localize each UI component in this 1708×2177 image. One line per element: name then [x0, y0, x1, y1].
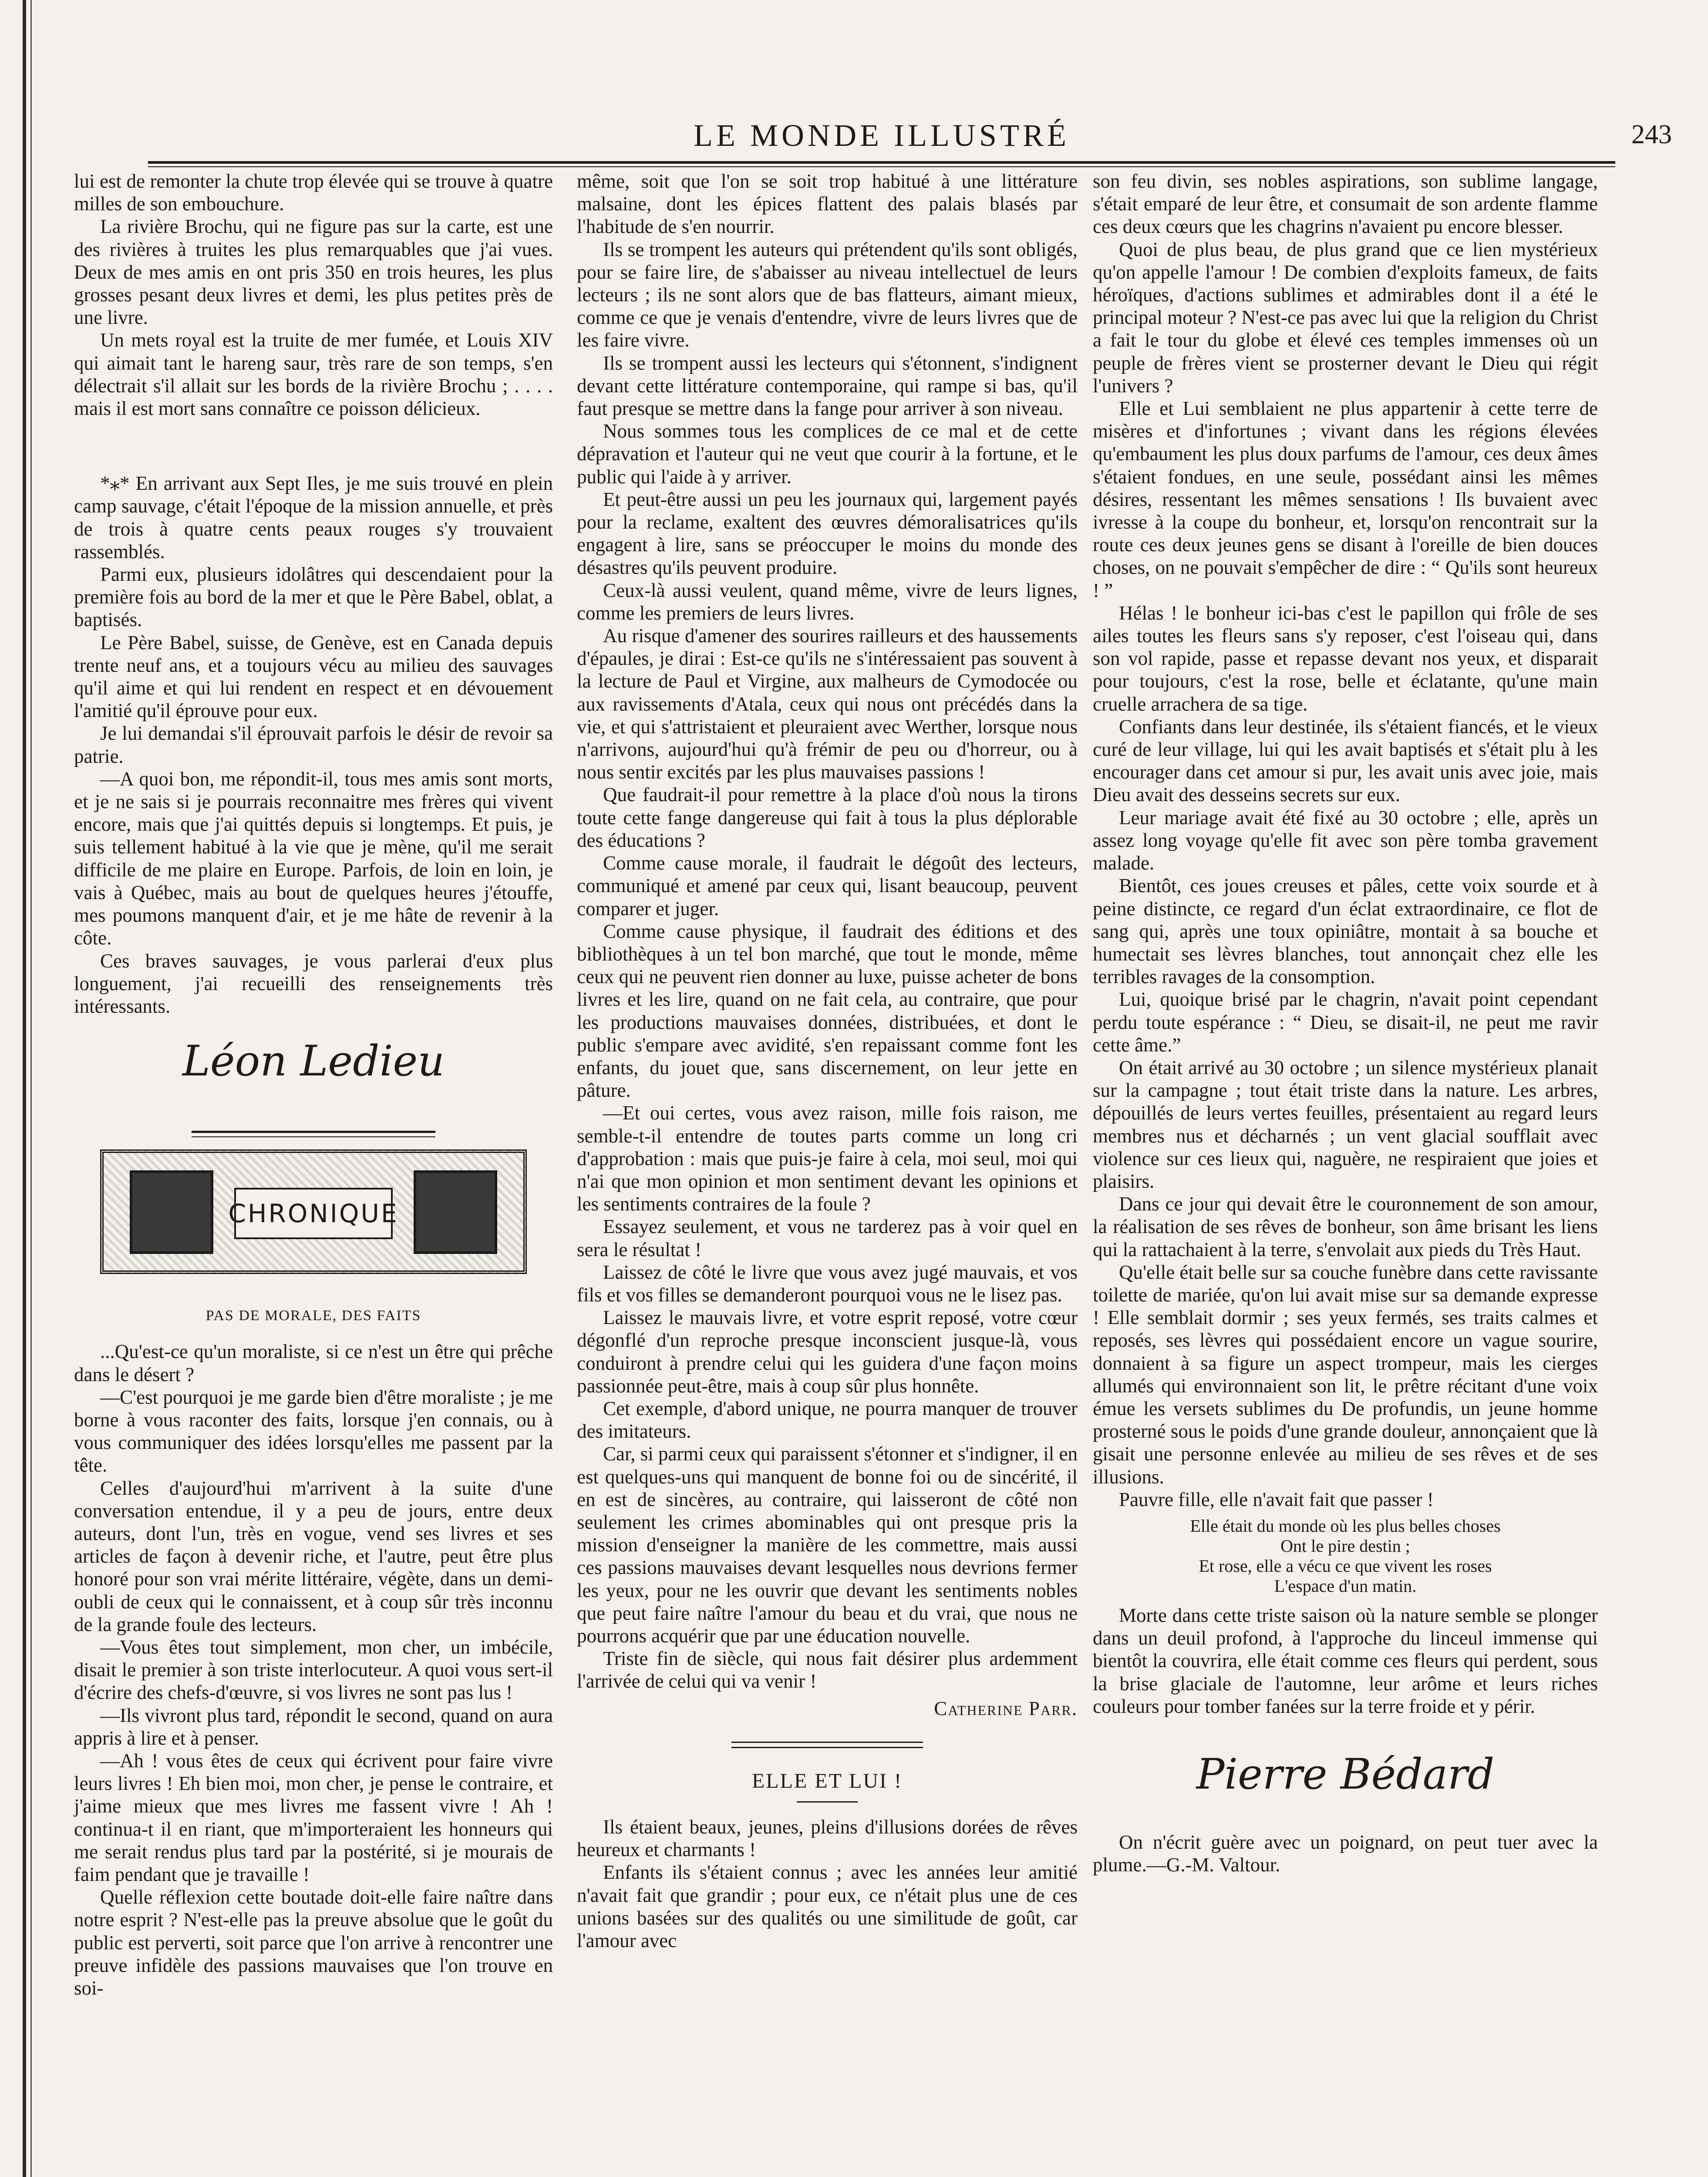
column-right [1093, 170, 1598, 1876]
paragraph: Leur mariage avait été fixé au 30 octobre ; elle, après un assez long voyage qu'elle fit avec son père tomba gravement malade. [1093, 806, 1598, 874]
paragraph: Ceux-là aussi veulent, quand même, vivre de leurs lignes, comme les premiers de leurs livres. [577, 579, 1078, 624]
page-binding-edge [23, 0, 26, 2177]
chronique-subhead: PAS DE MORALE, DES FAITS [205, 1308, 421, 1324]
signature-ledieu [74, 1018, 553, 1105]
paragraph: Bientôt, ces joues creuses et pâles, cette voix sourde et à peine distincte, ce regard d'un éclat extraordinaire, ce flot de sang qui, après une toux opiniâtre, montait à sa bouche et humectait ses lèvres blanches, tout annonçait chez elle les terribles ravages de la consomption. [1093, 875, 1598, 988]
chronique-label: CHRONIQUE [234, 1188, 393, 1239]
paragraph: Laissez le mauvais livre, et votre esprit reposé, votre cœur dégonflé d'un reproche presque inconscient jusque-là, vous conduiront à prendre celui qui les guidera d'une façon moins passionnée peut-être, mais à coup sûr plus honnête. [577, 1307, 1078, 1397]
masthead [148, 118, 1672, 161]
asterism: *⁎* [100, 472, 130, 495]
column-middle [577, 170, 1078, 1952]
paragraph: Dans ce jour qui devait être le couronnement de son amour, la réalisation de ses rêves de bonheur, son âme brisant les liens qui la rattachaient à la terre, s'envolait aux pieds du Très Haut. [1093, 1193, 1598, 1260]
poem-line: Et rose, elle a vécu ce que vivent les roses [1199, 1556, 1492, 1576]
paragraph: Quelle réflexion cette boutade doit-elle faire naître dans notre esprit ? N'est-elle pas la preuve absolue que le goût du public est perverti, soit parce que l'on arrive à rencontrer une preuve infidèle des passions mauvaises que l'on trouve en soi- [74, 1886, 553, 1999]
closing-quote: On n'écrit guère avec un poignard, on peut tuer avec la plume.—G.-M. Valtour. [1093, 1831, 1598, 1876]
chronique-rule-thick [192, 1131, 435, 1133]
paragraph: —Ah ! vous êtes de ceux qui écrivent pour faire vivre leurs livres ! Eh bien moi, mon cher, je pense le contraire, et j'aime mieux que mes livres me fassent vivre ! Ah ! continua-t il en riant, que m'importeraient les honneurs qui me serait rendus plus tard par la postérité, si je mourais de faim pendant que je travaille ! [74, 1749, 553, 1885]
poem-line: Ont le pire destin ; [1280, 1536, 1410, 1556]
paragraph: —C'est pourquoi je me garde bien d'être moraliste ; je me borne à vous raconter des faits, lorsque j'en connais, ou à vous communiquer des idées lorsqu'elles me passent par la tête. [74, 1386, 553, 1476]
title-underline [797, 1801, 858, 1803]
paragraph: Enfants ils s'étaient connus ; avec les années leur amitié n'avait fait que grandir ; pour eux, ce n'était plus une de ces unions basées sur des qualités ou une similitude de goût, car l'amour avec [577, 1861, 1078, 1952]
paragraph: même, soit que l'on se soit trop habitué à une littérature malsaine, dont les épices flattent des palais blasés par l'habitude de s'en nourrir. [577, 170, 1078, 238]
signature-text: Léon Ledieu [182, 1037, 445, 1085]
paragraph: Essayez seulement, et vous ne tarderez pas à voir quel en sera le résultat ! [577, 1216, 1078, 1260]
chronique-rule-thin [192, 1136, 435, 1137]
signature-text: Pierre Bédard [1196, 1749, 1495, 1799]
page-number: 243 [1631, 120, 1672, 149]
paragraph: Nous sommes tous les complices de ce mal et de cette dépravation et l'auteur qui ne veut que courir à la fortune, et le public qui l'aide à y arriver. [577, 420, 1078, 488]
paragraph: Lui, quoique brisé par le chagrin, n'avait point cependant perdu toute espérance : “ Dieu, se disait-il, ne peut me ravir cette âme.” [1093, 988, 1598, 1056]
chronique-banner [100, 1149, 527, 1274]
paragraph: son feu divin, ses nobles aspirations, son sublime langage, s'était emparé de leur être, et consumait de son ardente flamme ces deux cœurs que les chagrins n'avaient pu encore blesser. [1093, 170, 1598, 238]
paragraph: Que faudrait-il pour remettre à la place d'où nous la tirons toute cette fange dangereuse qui fait à tous la plus déplorable des éducations ? [577, 784, 1078, 851]
paragraph: En arrivant aux Sept Iles, je me suis trouvé en plein camp sauvage, c'était l'époque de la mission annuelle, et près de trois à quatre cents peaux rouges s'y trouvaient rassemblés. [74, 472, 553, 563]
section-divider [731, 1742, 923, 1748]
paragraph: —Ils vivront plus tard, répondit le second, quand on aura appris à lire et à penser. [74, 1704, 553, 1749]
paragraph: Laissez de côté le livre que vous avez jugé mauvais, et vos fils et vos filles se demanderont pourquoi vous ne le lisez pas. [577, 1261, 1078, 1306]
paragraph: ...Qu'est-ce qu'un moraliste, si ce n'est un être qui prêche dans le désert ? [74, 1341, 553, 1385]
paragraph: Car, si parmi ceux qui paraissent s'étonner et s'indigner, il en est quelques-uns qui manquent de bonne foi ou de sincérité, il en est de sincères, au contraire, qui laisseront de côté non seulement les crimes abominables qui ont presque pris la mission d'enseigner la manière de les commettre, mais aussi ces passions mauvaises devant lesquelles nous devrions fermer les yeux, pour ne les ouvrir que devant les sentiments nobles que peut faire naître l'amour du beau et du vrai, que nous ne pourrons acquérir que par une éducation nouvelle. [577, 1443, 1078, 1647]
paragraph: lui est de remonter la chute trop élevée qui se trouve à quatre milles de son embouchure. [74, 170, 553, 215]
paragraph: Celles d'aujourd'hui m'arrivent à la suite d'une conversation entendue, il y a peu de jours, entre deux auteurs, dont l'un, très en vogue, vend ses livres et ses articles de façon à devenir riche, et l'autre, peut être plus honoré pour son vrai mérite littéraire, végète, dans un demi-oubli de ceux qui le connaissent, et à coup sûr très inconnu de la grande foule des lecteurs. [74, 1477, 553, 1635]
paragraph: Quoi de plus beau, de plus grand que ce lien mystérieux qu'on appelle l'amour ! De combien d'exploits fameux, de faits héroïques, d'actions sublimes et admirables dont il a été le principal moteur ? N'est-ce pas avec lui que la religion du Christ a fait le tour du globe et élevé ces temples immenses où un peuple de frères vient se prosterner devant le Dieu qui régit l'univers ? [1093, 238, 1598, 397]
paragraph: Et peut-être aussi un peu les journaux qui, largement payés pour la reclame, exaltent des œuvres démoralisatrices qu'ils engagent à lire, sans se préoccuper le moins du monde des désastres qu'ils peuvent produire. [577, 488, 1078, 579]
paragraph: —Vous êtes tout simplement, mon cher, un imbécile, disait le premier à son triste interlocuteur. A quoi vous sert-il d'écrire des chefs-d'œuvre, si vos livres ne sont pas lus ! [74, 1636, 553, 1704]
column-left [74, 170, 553, 1999]
newspaper-title: LE MONDE ILLUSTRÉ [694, 118, 1070, 153]
paragraph: Comme cause morale, il faudrait le dégoût des lecteurs, communiqué et amené par ceux qui, lisant beaucoup, peuvent comparer et juger. [577, 852, 1078, 920]
paragraph: Je lui demandai s'il éprouvait parfois le désir de revoir sa patrie. [74, 722, 553, 767]
paragraph: Un mets royal est la truite de mer fumée, et Louis XIV qui aimait tant le hareng saur, très rare de son temps, s'en délectrait s'il allait sur les bords de la rivière Brochu ; . . . . mais il est mort sans connaître ce poisson délicieux. [74, 329, 553, 420]
paragraph: Morte dans cette triste saison où la nature semble se plonger dans un deuil profond, à l'approche du linceul immense qui bientôt la couvrira, elle était comme ces fleurs qui perdent, sous la brise glaciale de l'automne, leur arôme et leurs riches couleurs pour tomber fanées sur la terre froide et y périr. [1093, 1604, 1598, 1717]
section-gap [74, 420, 553, 472]
paragraph: Triste fin de siècle, qui nous fait désirer plus ardemment l'arrivée de celui qui va venir ! [577, 1648, 1078, 1692]
paragraph: Le Père Babel, suisse, de Genève, est en Canada depuis trente neuf ans, et a toujours vécu au milieu des sauvages qu'il aime et qui lui rendent en respect et en dévouement l'amitié qu'il éprouve pour eux. [74, 631, 553, 722]
paragraph: Qu'elle était belle sur sa couche funèbre dans cette ravissante toilette de mariée, qu'on lui avait mise sur sa demande expresse ! Elle semblait dormir ; ses yeux fermés, ses traits calmes et reposés, ses lèvres qui possédaient encore un vague sourire, donnaient à sa figure un aspect trompeur, mais les cierges allumés qui environnaient son lit, le prêtre récitant d'une voix émue les versets sublimes du De profundis, un jeune homme prosterné sous le poids d'une grande douleur, annonçaient que là gisait une personne enlevée au milieu de ses rêves et de ses illusions. [1093, 1261, 1598, 1488]
paragraph: Ils étaient beaux, jeunes, pleins d'illusions dorées de rêves heureux et charmants ! [577, 1816, 1078, 1861]
paragraph: Hélas ! le bonheur ici-bas c'est le papillon qui frôle de ses ailes toutes les fleurs sans s'y reposer, c'est l'oiseau qui, dans son vol rapide, passe et repasse devant nos yeux, et disparait pour toujours, c'est la rose, belle et éclatante, qu'une main cruelle arrachera de sa tige. [1093, 602, 1598, 715]
paragraph: On était arrivé au 30 octobre ; un silence mystérieux planait sur la campagne ; tout était triste dans la nature. Les arbres, dépouillés de leurs vertes feuilles, présentaient au regard leurs membres nus et décharnés ; un vent glacial soufflait avec violence sur ces lieux qui, naguère, ne respiraient que joies et plaisirs. [1093, 1056, 1598, 1192]
section-title-elle-et-lui: ELLE ET LUI ! [751, 1769, 903, 1793]
paragraph: Confiants dans leur destinée, ils s'étaient fiancés, et le vieux curé de leur village, lui qui les avait baptisés et s'était plu à les encourager dans cet amour si pur, les avait unis avec joie, mais Dieu avait des desseins secrets sur eux. [1093, 715, 1598, 806]
paragraph: Cet exemple, d'abord unique, ne pourra manquer de trouver des imitateurs. [577, 1397, 1078, 1442]
ornament-medallion-icon [130, 1170, 213, 1254]
chronique-header [100, 1131, 527, 1274]
paragraph: Ils se trompent aussi les lecteurs qui s'étonnent, s'indignent devant cette littérature contemporaine, qui rampe si bas, qu'il faut presque se mettre dans la fange pour arriver à son niveau. [577, 352, 1078, 420]
paragraph: Parmi eux, plusieurs idolâtres qui descendaient pour la première fois au bord de la mer et que le Père Babel, oblat, a baptisés. [74, 563, 553, 631]
poem-line: L'espace d'un matin. [1274, 1576, 1417, 1596]
paragraph: —A quoi bon, me répondit-il, tous mes amis sont morts, et je ne sais si je pourrais reconnaitre mes frères qui vivent encore, mais que j'ai quittés depuis si longtemps. Et puis, je suis tellement habitué à la vie que je mène, qu'il me serait difficile de me plaire en Europe. Parfois, de loin en loin, je vais à Québec, mais au bout de quelques heures j'étouffe, mes poumons manquent d'air, et je me hâte de revenir à la côte. [74, 768, 553, 949]
poem-line: Elle était du monde où les plus belles choses [1190, 1516, 1501, 1536]
paragraph: Au risque d'amener des sourires railleurs et des haussements d'épaules, je dirai : Est-ce qu'ils ne s'intéressaient pas souvent à la lecture de Paul et Virgine, aux malheurs de Cymodocée ou aux ravissements d'Atala, ceux qui nous ont précédés dans la vie, et qui s'attristaient et pleuraient avec Werther, lorsque nous n'arrivons, aujourd'hui qu'à frémir de peu ou d'horreur, ou à nous sentir excités par les plus mauvaises passions ! [577, 625, 1078, 783]
paragraph: Elle et Lui semblaient ne plus appartenir à cette terre de misères et d'infortunes ; vivant dans les régions élevées qu'embaument les plus doux parfums de l'amour, ces deux âmes s'étaient fondues, en une seule, possédant ainsi les mêmes désires, ressentant les mêmes sensations ! Ils buvaient avec ivresse à la coupe du bonheur, et, lorsqu'on rencontrait sur la route ces deux jeunes gens se disant à l'oreille de bien douces choses, on ne pouvait s'empêcher de dire : “ Qu'ils sont heureux ! ” [1093, 398, 1598, 601]
paragraph: Ils se trompent les auteurs qui prétendent qu'ils sont obligés, pour se faire lire, de s'abaisser au niveau intellectuel de leurs lecteurs ; ils ne sont alors que de bas flatteurs, aimant mieux, comme ce que je venais d'entendre, vivre de leurs livres que de les faire vivre. [577, 238, 1078, 351]
paragraph: Pauvre fille, elle n'avait fait que passer ! [1119, 1488, 1434, 1510]
paragraph: Ces braves sauvages, je vous parlerai d'eux plus longuement, j'ai recueilli des renseignements très intéressants. [74, 950, 553, 1017]
signature-bedard [1093, 1718, 1598, 1831]
paragraph: La rivière Brochu, qui ne figure pas sur la carte, est une des rivières à truites les plus remarquables que j'ai vues. Deux de mes amis en ont pris 350 en trois heures, les plus grosses pesant deux livres et demi, les plus petites près de une livre. [74, 216, 553, 329]
ornament-medallion-icon [414, 1170, 497, 1254]
paragraph: Comme cause physique, il faudrait des éditions et des bibliothèques à un tel bon marché, que tout le monde, même ceux qui ne peuvent rien donner au luxe, puisse acheter de bons livres et les lire, quand on ne fait cela, au contraire, que pour les productions mauvaises données, distribuées, et dont le public s'empare avec avidité, s'en repaissant comme font les enfants, du jouet que, sans discernement, on leur jette en pâture. [577, 920, 1078, 1102]
masthead-rule-thick [148, 161, 1615, 164]
paragraph: —Et oui certes, vous avez raison, mille fois raison, me semble-t-il entendre de toutes parts comme un long cri d'approbation : mais que puis-je faire à cela, moi seul, moi qui n'ai que mon opinion et mon sentiment devant les opinions et les sentiments contraires de la foule ? [577, 1102, 1078, 1215]
masthead-rule-thin [148, 166, 1615, 167]
byline-catherine-parr: Catherine Parr. [934, 1697, 1078, 1719]
page-binding-edge-line [30, 0, 32, 2177]
poem-quote [1093, 1516, 1598, 1596]
